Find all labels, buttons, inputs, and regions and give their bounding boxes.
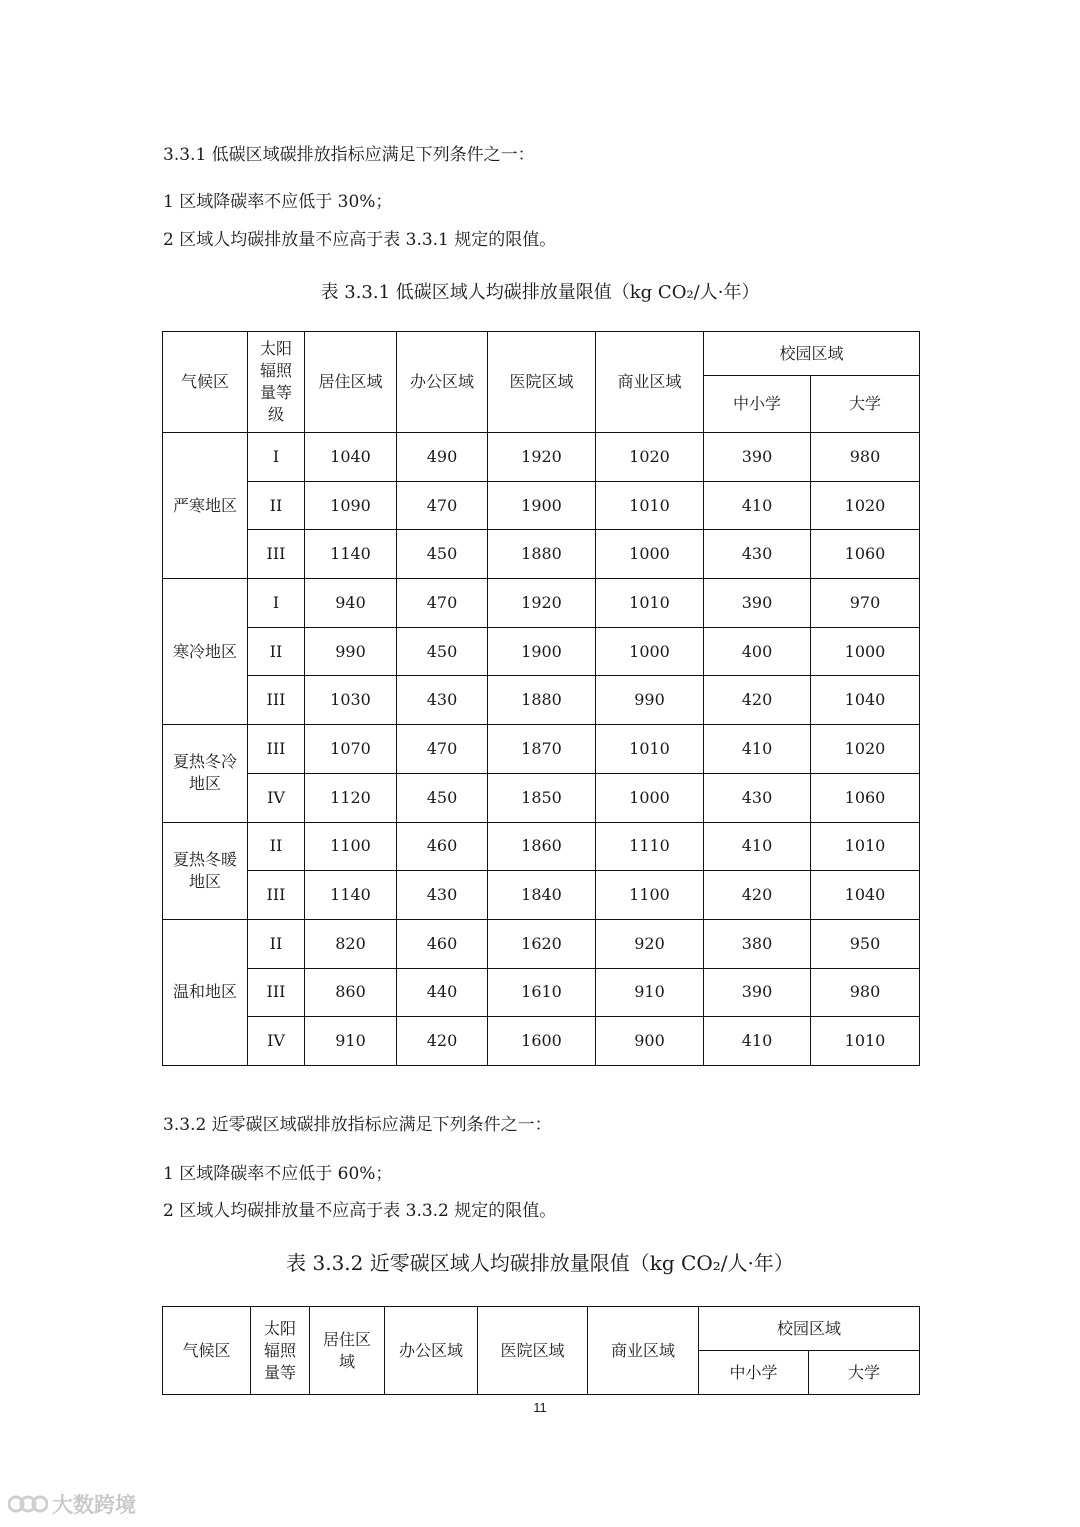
table-row	[163, 725, 920, 774]
value-cell: 410	[704, 1017, 811, 1066]
value-cell: 440	[397, 968, 488, 1017]
table-row	[163, 579, 920, 628]
value-cell: 400	[704, 627, 811, 676]
table-row	[163, 919, 920, 968]
table-row	[163, 433, 920, 482]
header-primary-school: 中小学	[704, 376, 811, 433]
table-2	[162, 1306, 920, 1395]
value-cell: 430	[704, 773, 811, 822]
header-university: 大学	[809, 1351, 920, 1395]
value-cell: 990	[305, 627, 397, 676]
header-office: 办公区域	[397, 332, 488, 433]
value-cell: 450	[397, 530, 488, 579]
section-2-item-2: 2 区域人均碳排放量不应高于表 3.3.2 规定的限值。	[163, 1201, 557, 1221]
value-cell: 1120	[305, 773, 397, 822]
value-cell: 1040	[811, 676, 920, 725]
page-number: 11	[533, 1400, 547, 1415]
solar-level-cell: III	[248, 725, 305, 774]
value-cell: 1100	[305, 822, 397, 871]
climate-zone-cell: 严寒地区	[163, 433, 248, 579]
value-cell: 470	[397, 481, 488, 530]
value-cell: 1870	[488, 725, 596, 774]
value-cell: 1070	[305, 725, 397, 774]
value-cell: 1860	[488, 822, 596, 871]
solar-level-cell: III	[248, 968, 305, 1017]
header-residential: 居住区域	[305, 332, 397, 433]
solar-level-cell: III	[248, 871, 305, 920]
value-cell: 470	[397, 579, 488, 628]
header-university: 大学	[811, 376, 920, 433]
table-row	[163, 676, 920, 725]
value-cell: 1020	[811, 725, 920, 774]
value-cell: 1000	[596, 627, 704, 676]
value-cell: 1000	[596, 530, 704, 579]
header-campus: 校园区域	[699, 1307, 920, 1351]
value-cell: 1040	[811, 871, 920, 920]
value-cell: 380	[704, 919, 811, 968]
section-1-heading: 3.3.1 低碳区域碳排放指标应满足下列条件之一：	[163, 145, 535, 165]
watermark-logo-icon	[8, 1493, 48, 1515]
table-row	[163, 773, 920, 822]
value-cell: 430	[704, 530, 811, 579]
value-cell: 1090	[305, 481, 397, 530]
value-cell: 1140	[305, 871, 397, 920]
value-cell: 420	[704, 871, 811, 920]
table-2-caption: 表 3.3.2 近零碳区域人均碳排放量限值（kg CO₂/人·年）	[286, 1251, 794, 1275]
value-cell: 1020	[811, 481, 920, 530]
solar-level-cell: IV	[248, 773, 305, 822]
table-row	[163, 530, 920, 579]
solar-level-cell: II	[248, 822, 305, 871]
header-campus: 校园区域	[704, 332, 920, 376]
value-cell: 410	[704, 725, 811, 774]
value-cell: 390	[704, 433, 811, 482]
value-cell: 1620	[488, 919, 596, 968]
table-row	[163, 822, 920, 871]
value-cell: 990	[596, 676, 704, 725]
value-cell: 1110	[596, 822, 704, 871]
table-row	[163, 1017, 920, 1066]
value-cell: 1610	[488, 968, 596, 1017]
value-cell: 910	[305, 1017, 397, 1066]
value-cell: 1010	[596, 725, 704, 774]
header-primary-school: 中小学	[699, 1351, 809, 1395]
header-climate-zone: 气候区	[163, 332, 248, 433]
section-2-item-1: 1 区域降碳率不应低于 60%；	[163, 1164, 393, 1184]
value-cell: 1000	[596, 773, 704, 822]
table-row	[163, 871, 920, 920]
value-cell: 490	[397, 433, 488, 482]
solar-level-cell: II	[248, 481, 305, 530]
value-cell: 860	[305, 968, 397, 1017]
value-cell: 820	[305, 919, 397, 968]
value-cell: 1010	[596, 481, 704, 530]
value-cell: 450	[397, 627, 488, 676]
climate-zone-cell: 寒冷地区	[163, 579, 248, 725]
value-cell: 980	[811, 433, 920, 482]
value-cell: 430	[397, 871, 488, 920]
table-row	[163, 968, 920, 1017]
watermark	[8, 1489, 136, 1519]
value-cell: 410	[704, 822, 811, 871]
value-cell: 390	[704, 968, 811, 1017]
header-solar-level: 太阳辐照量等	[251, 1307, 310, 1395]
value-cell: 920	[596, 919, 704, 968]
value-cell: 1140	[305, 530, 397, 579]
value-cell: 1060	[811, 530, 920, 579]
table-1	[162, 331, 920, 1066]
value-cell: 1020	[596, 433, 704, 482]
table-row	[163, 481, 920, 530]
watermark-text: 大数跨境	[52, 1493, 136, 1517]
solar-level-cell: III	[248, 676, 305, 725]
climate-zone-cell: 温和地区	[163, 919, 248, 1065]
value-cell: 460	[397, 822, 488, 871]
solar-level-cell: I	[248, 579, 305, 628]
value-cell: 1040	[305, 433, 397, 482]
value-cell: 1880	[488, 530, 596, 579]
solar-level-cell: II	[248, 627, 305, 676]
header-solar-level: 太阳辐照量等级	[248, 332, 305, 433]
value-cell: 1600	[488, 1017, 596, 1066]
header-commercial: 商业区域	[596, 332, 704, 433]
solar-level-cell: IV	[248, 1017, 305, 1066]
value-cell: 390	[704, 579, 811, 628]
value-cell: 910	[596, 968, 704, 1017]
header-office: 办公区域	[385, 1307, 478, 1395]
solar-level-cell: II	[248, 919, 305, 968]
value-cell: 1900	[488, 627, 596, 676]
value-cell: 1900	[488, 481, 596, 530]
climate-zone-cell: 夏热冬暖地区	[163, 822, 248, 919]
header-hospital: 医院区域	[488, 332, 596, 433]
value-cell: 1000	[811, 627, 920, 676]
solar-level-cell: I	[248, 433, 305, 482]
value-cell: 470	[397, 725, 488, 774]
table-1-caption: 表 3.3.1 低碳区域人均碳排放量限值（kg CO₂/人·年）	[320, 282, 760, 303]
value-cell: 1010	[811, 822, 920, 871]
table-row	[163, 627, 920, 676]
value-cell: 420	[397, 1017, 488, 1066]
header-commercial: 商业区域	[588, 1307, 699, 1395]
header-residential: 居住区域	[310, 1307, 385, 1395]
value-cell: 1030	[305, 676, 397, 725]
value-cell: 1920	[488, 433, 596, 482]
climate-zone-cell: 夏热冬冷地区	[163, 725, 248, 822]
section-2-heading: 3.3.2 近零碳区域碳排放指标应满足下列条件之一：	[163, 1115, 552, 1135]
value-cell: 420	[704, 676, 811, 725]
value-cell: 1850	[488, 773, 596, 822]
value-cell: 1010	[596, 579, 704, 628]
value-cell: 970	[811, 579, 920, 628]
value-cell: 900	[596, 1017, 704, 1066]
value-cell: 410	[704, 481, 811, 530]
value-cell: 1060	[811, 773, 920, 822]
value-cell: 950	[811, 919, 920, 968]
value-cell: 460	[397, 919, 488, 968]
value-cell: 1010	[811, 1017, 920, 1066]
value-cell: 450	[397, 773, 488, 822]
value-cell: 1100	[596, 871, 704, 920]
solar-level-cell: III	[248, 530, 305, 579]
value-cell: 430	[397, 676, 488, 725]
value-cell: 980	[811, 968, 920, 1017]
section-1-item-1: 1 区域降碳率不应低于 30%；	[163, 192, 393, 212]
header-hospital: 医院区域	[478, 1307, 588, 1395]
section-1-item-2: 2 区域人均碳排放量不应高于表 3.3.1 规定的限值。	[163, 230, 557, 250]
header-climate-zone: 气候区	[163, 1307, 251, 1395]
value-cell: 940	[305, 579, 397, 628]
value-cell: 1840	[488, 871, 596, 920]
value-cell: 1920	[488, 579, 596, 628]
value-cell: 1880	[488, 676, 596, 725]
